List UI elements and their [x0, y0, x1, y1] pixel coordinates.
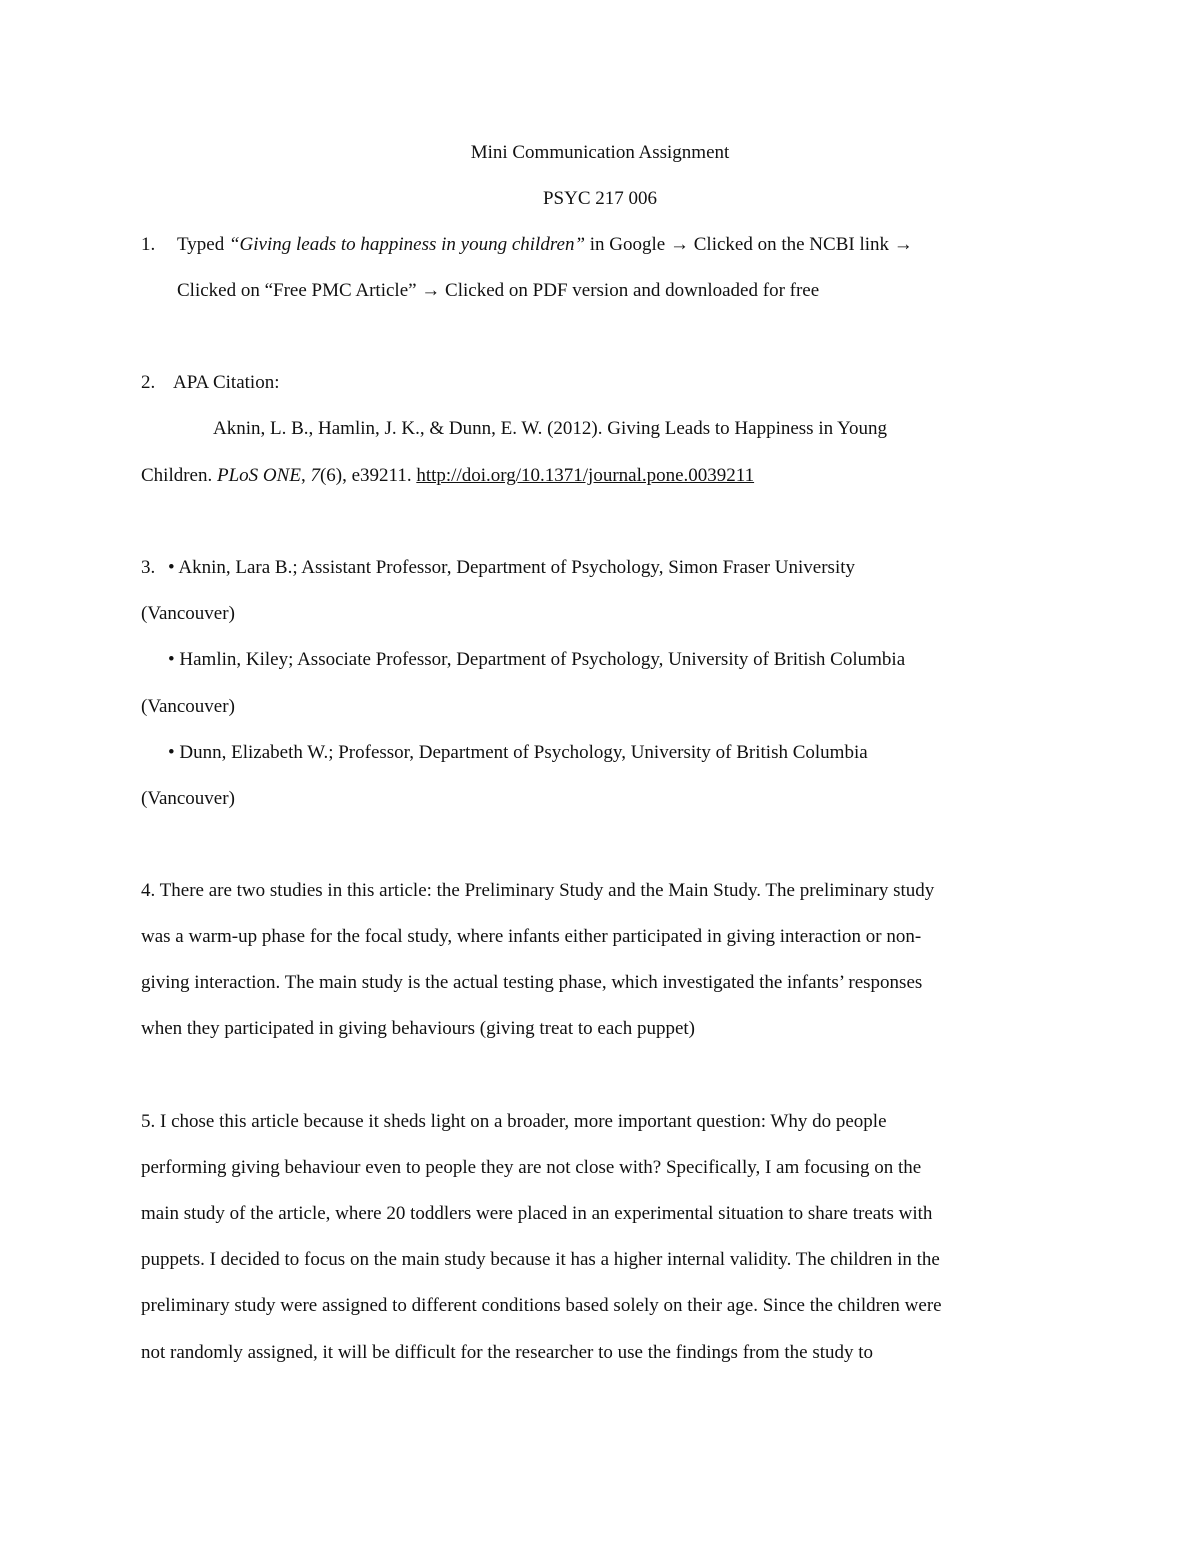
document-title: Mini Communication Assignment — [470, 142, 730, 163]
author-3-line-2: (Vancouver) — [141, 788, 235, 809]
item-2-number: 2. — [141, 372, 156, 393]
item-5-line-1: 5. I chose this article because it sheds light on a broader, more important question: Why do people — [141, 1111, 887, 1132]
item-4-line-3: giving interaction. The main study is the actual testing phase, which investigated the infants’ responses — [141, 972, 923, 993]
item-1-line-1 — [177, 233, 913, 257]
item-4-line-2: was a warm-up phase for the focal study, where infants either participated in giving interaction or non- — [141, 926, 922, 947]
doi-link[interactable]: http://doi.org/10.1371/journal.pone.0039211 — [416, 465, 755, 486]
citation-volume: 7 — [310, 465, 320, 486]
citation-line-1: Aknin, L. B., Hamlin, J. K., & Dunn, E. W. (2012). Giving Leads to Happiness in Young — [213, 418, 887, 439]
item-1-line-1-rest: in Google → Clicked on the NCBI link → — [589, 234, 913, 255]
author-2-line-2: (Vancouver) — [141, 696, 235, 717]
item-2-label: APA Citation: — [173, 372, 280, 393]
item-1-search-query: “Giving leads to happiness in young children” — [228, 234, 586, 255]
item-1-line-2: Clicked on “Free PMC Article” → Clicked on PDF version and downloaded for free — [177, 280, 820, 301]
item-4-line-4: when they participated in giving behaviours (giving treat to each puppet) — [141, 1018, 695, 1039]
item-1-number: 1. — [141, 234, 156, 255]
item-5-line-3: main study of the article, where 20 toddlers were placed in an experimental situation to share treats with — [141, 1203, 933, 1224]
author-1-line-1: • Aknin, Lara B.; Assistant Professor, Department of Psychology, Simon Fraser University — [168, 557, 856, 578]
item-5-line-4: puppets. I decided to focus on the main study because it has a higher internal validity. The children in the — [141, 1249, 940, 1270]
item-5-line-2: performing giving behaviour even to people they are not close with? Specifically, I am focusing on the — [141, 1157, 922, 1178]
item-4-line-1: 4. There are two studies in this article: the Preliminary Study and the Main Study. The preliminary study — [141, 880, 935, 901]
item-5-line-6: not randomly assigned, it will be difficult for the researcher to use the findings from the study to — [141, 1342, 874, 1363]
item-3-number: 3. — [141, 557, 156, 578]
course-code: PSYC 217 006 — [542, 188, 658, 209]
author-1-line-2: (Vancouver) — [141, 603, 235, 624]
citation-children: Children. — [141, 465, 213, 486]
item-5-line-5: preliminary study were assigned to different conditions based solely on their age. Since the children were — [141, 1295, 942, 1316]
citation-issue: (6), e39211. — [319, 465, 412, 486]
citation-line-2: Children. PLoS ONE, 7(6), e39211. http://doi.org/10.1371/journal.pone.0039211 — [141, 465, 755, 486]
citation-journal: PLoS ONE — [217, 465, 301, 486]
author-3-line-1: • Dunn, Elizabeth W.; Professor, Department of Psychology, University of British Columbia — [168, 742, 868, 763]
author-2-line-1: • Hamlin, Kiley; Associate Professor, Department of Psychology, University of British Columbia — [168, 649, 906, 670]
item-1-typed: Typed — [177, 234, 225, 255]
